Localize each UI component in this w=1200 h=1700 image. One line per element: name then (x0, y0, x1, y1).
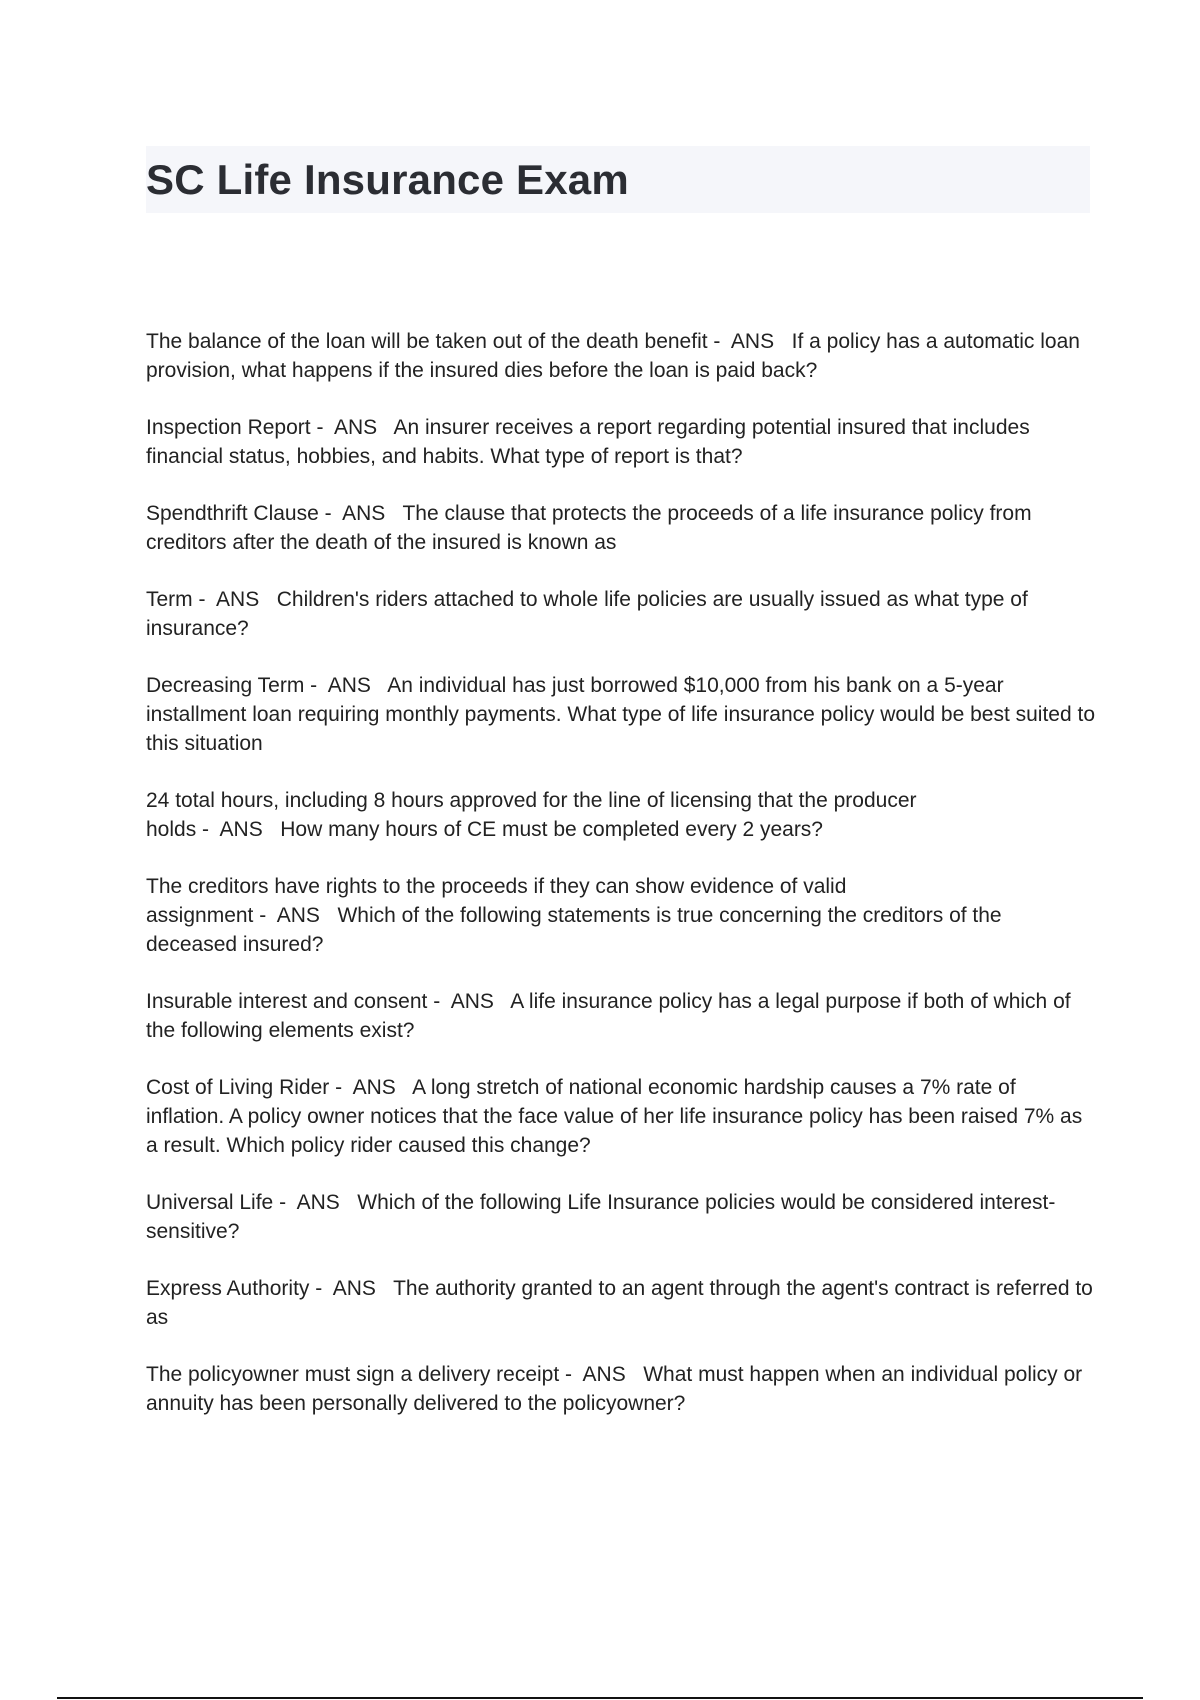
qa-answer: Spendthrift Clause (146, 502, 319, 525)
qa-item: The balance of the loan will be taken out of the death benefit - ANS If a policy has a automatic loan provision, what happens if the insured dies before the loan is paid back? (146, 330, 1086, 382)
qa-answer: Universal Life (146, 1191, 274, 1214)
qa-question: Children's riders attached to whole life policies are usually issued as what type of insurance? (146, 588, 1034, 640)
qa-item: Insurable interest and consent - ANS A life insurance policy has a legal purpose if both of which of the following elements exist? (146, 990, 1077, 1042)
qa-item: Express Authority - ANS The authority granted to an agent through the agent's contract is referred to as (146, 1277, 1099, 1329)
ans-marker: ANS (333, 416, 378, 439)
qa-answer: The balance of the loan will be taken out of the death benefit (146, 330, 708, 353)
qa-question: Which of the following statements is true concerning the creditors of the deceased insured? (146, 904, 1008, 956)
qa-item: The policyowner must sign a delivery receipt - ANS What must happen when an individual policy or annuity has been personally delivered to the policyowner? (146, 1363, 1088, 1415)
qa-question: Which of the following Life Insurance policies would be considered interest-sensitive? (146, 1191, 1056, 1243)
qa-list (146, 327, 1101, 1446)
qa-item: Decreasing Term - ANS An individual has just borrowed $10,000 from his bank on a 5-year installment loan requiring monthly payments. What type of life insurance policy would be best suited to this situation (146, 674, 1101, 755)
qa-question: An individual has just borrowed $10,000 from his bank on a 5-year installment loan requiring monthly payments. What type of life insurance policy would be best suited to this situation (146, 674, 1101, 755)
qa-answer: 24 total hours, including 8 hours approved for the line of licensing that the producer holds (146, 789, 923, 841)
qa-question: An insurer receives a report regarding potential insured that includes financial status, hobbies, and habits. What type of report is that? (146, 416, 1036, 468)
ans-marker: ANS (327, 674, 371, 697)
ans-marker: ANS (352, 1076, 396, 1099)
footer-rule (57, 1697, 1143, 1699)
title-banner (146, 146, 1090, 213)
qa-question: What must happen when an individual policy or annuity has been personally delivered to the policyowner? (146, 1363, 1088, 1415)
ans-marker: ANS (296, 1191, 340, 1214)
qa-answer: Cost of Living Rider (146, 1076, 330, 1099)
ans-marker: ANS (342, 502, 386, 525)
qa-answer: The policyowner must sign a delivery receipt (146, 1363, 560, 1386)
qa-question: The clause that protects the proceeds of a life insurance policy from creditors after the death of the insured is known as (146, 502, 1038, 554)
qa-answer: Term (146, 588, 193, 611)
qa-item: 24 total hours, including 8 hours approved for the line of licensing that the producer holds - ANS How many hours of CE must be completed every 2 years? (146, 789, 923, 841)
qa-item: Universal Life - ANS Which of the following Life Insurance policies would be considered interest-sensitive? (146, 1191, 1056, 1243)
qa-question: How many hours of CE must be completed every 2 years? (280, 818, 823, 841)
qa-question: A life insurance policy has a legal purpose if both of which of the following elements exist? (146, 990, 1077, 1042)
qa-item: Inspection Report - ANS An insurer receives a report regarding potential insured that includes financial status, hobbies, and habits. What type of report is that? (146, 416, 1036, 468)
ans-marker: ANS (276, 904, 320, 927)
ans-marker: ANS (332, 1277, 376, 1300)
qa-answer: Decreasing Term (146, 674, 305, 697)
qa-question: A long stretch of national economic hardship causes a 7% rate of inflation. A policy owner notices that the face value of her life insurance policy has been raised 7% as a result. Which policy rider caused this change? (146, 1076, 1089, 1157)
qa-item: The creditors have rights to the proceeds if they can show evidence of valid assignment - ANS Which of the following statements is true concerning the creditors of the deceased insured? (146, 875, 1008, 956)
qa-answer: Inspection Report (146, 416, 311, 439)
ans-marker: ANS (582, 1363, 626, 1386)
qa-item: Spendthrift Clause - ANS The clause that protects the proceeds of a life insurance policy from creditors after the death of the insured is known as (146, 502, 1038, 554)
ans-marker: ANS (216, 588, 260, 611)
qa-question: If a policy has a automatic loan provision, what happens if the insured dies before the loan is paid back? (146, 330, 1086, 382)
ans-marker: ANS (730, 330, 775, 353)
ans-marker: ANS (450, 990, 494, 1013)
qa-item: Cost of Living Rider - ANS A long stretch of national economic hardship causes a 7% rate of inflation. A policy owner notices that the face value of her life insurance policy has been raised 7% as a result. Which policy rider caused this change? (146, 1076, 1089, 1157)
qa-question: The authority granted to an agent through the agent's contract is referred to as (146, 1277, 1099, 1329)
qa-answer: Insurable interest and consent (146, 990, 428, 1013)
qa-answer: Express Authority (146, 1277, 310, 1300)
qa-item: Term - ANS Children's riders attached to whole life policies are usually issued as what type of insurance? (146, 588, 1034, 640)
ans-marker: ANS (219, 818, 263, 841)
qa-answer: The creditors have rights to the proceeds if they can show evidence of valid assignment (146, 875, 853, 927)
document-title: SC Life Insurance Exam (146, 155, 629, 203)
